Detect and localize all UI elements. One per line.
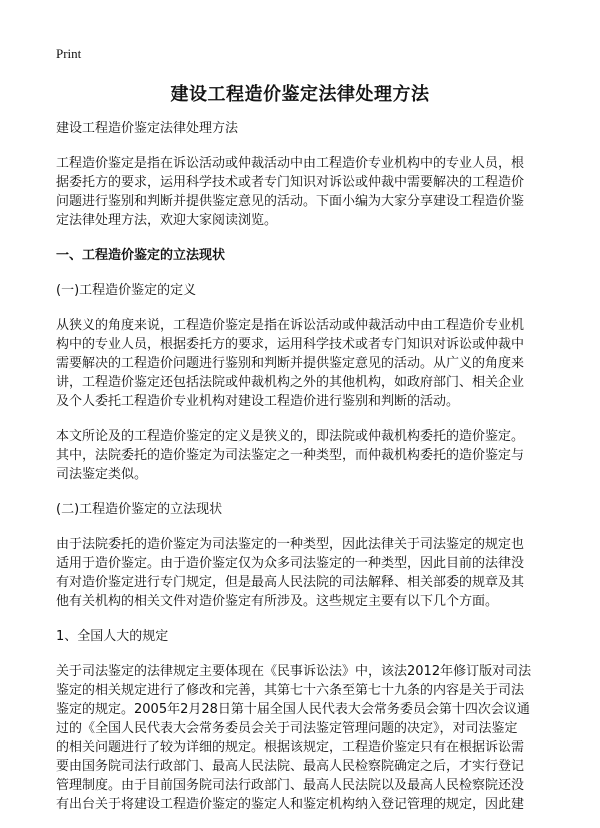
section-heading-1: 一、工程造价鉴定的立法现状 bbox=[56, 248, 226, 263]
paragraph-definition: 从狭义的角度来说，工程造价鉴定是指在诉讼活动或仲裁活动中由工程造价专业机 构中的专业人员，根据委托方的要求，运用科学技术或者专门知识对诉讼或仲裁中 需要解决的工程造价问题进行鉴别和判断并提供鉴定意见的活动。从广义的角度来 讲，工程造价鉴定还包括法院或仲裁机构之外的其他机构，如政府部门、相关企业 及个人委托工程造价专业机构对建设工程造价进行鉴别和判断的活动。 bbox=[56, 318, 525, 409]
subsection-heading-3: 1、全国人大的规定 bbox=[56, 629, 169, 644]
paragraph-npc-rules: 关于司法鉴定的法律规定主要体现在《民事诉讼法》中，该法2012年修订版对司法 鉴定的相关规定进行了修改和完善，其第七十六条至第七十九条的内容是关于司法 鉴定的规定。2005年2月28日第十届全国人民代表大会常务委员会第十四次会议通 过的《全国人民代表大会常务委员会关于司法鉴定管理问题的决定》，对司法鉴定 的相关问题进行了较为详细的规定。根据该规定，工程造价鉴定只有在根据诉讼需 要由国务院司法行政部门、最高人民法院、最高人民检察院确定之后，才实行登记 管理制度。由于目前国务院司法行政部门、最高人民法院以及最高人民检察院还没 有出台关于将建设工程造价鉴定的鉴定人和鉴定机构纳入登记管理的规定，因此建 bbox=[56, 664, 532, 812]
article-body bbox=[56, 119, 556, 814]
subsection-heading-2: (二)工程造价鉴定的立法现状 bbox=[56, 502, 223, 517]
print-link[interactable]: Print bbox=[56, 46, 82, 61]
paragraph-legislation: 由于法院委托的造价鉴定为司法鉴定的一种类型，因此法律关于司法鉴定的规定也 适用于造价鉴定。由于造价鉴定仅为众多司法鉴定的一种类型，因此目前的法律没 有对造价鉴定进行专门规定，但是最高人民法院的司法解释、相关部委的规章及其 他有关机构的相关文件对造价鉴定有所涉及。这些规定主要有以下几个方面。 bbox=[56, 537, 525, 609]
paragraph-narrow-definition: 本文所论及的工程造价鉴定的定义是狭义的，即法院或仲裁机构委托的造价鉴定。 其中，法院委托的造价鉴定为司法鉴定之一种类型，而仲裁机构委托的造价鉴定与 司法鉴定类似。 bbox=[56, 429, 525, 482]
paragraph-intro: 工程造价鉴定是指在诉讼活动或仲裁活动中由工程造价专业机构中的专业人员，根 据委托方的要求，运用科学技术或者专门知识对诉讼或仲裁中需要解决的工程造价 问题进行鉴别和判断并提供鉴定意见的活动。下面小编为大家分享建设工程造价鉴 定法律处理方法，欢迎大家阅读浏览。 bbox=[56, 156, 525, 228]
subsection-heading-1: (一)工程造价鉴定的定义 bbox=[56, 283, 197, 298]
page-title: 建设工程造价鉴定法律处理方法 bbox=[170, 84, 430, 105]
article-subtitle: 建设工程造价鉴定法律处理方法 bbox=[56, 121, 239, 136]
